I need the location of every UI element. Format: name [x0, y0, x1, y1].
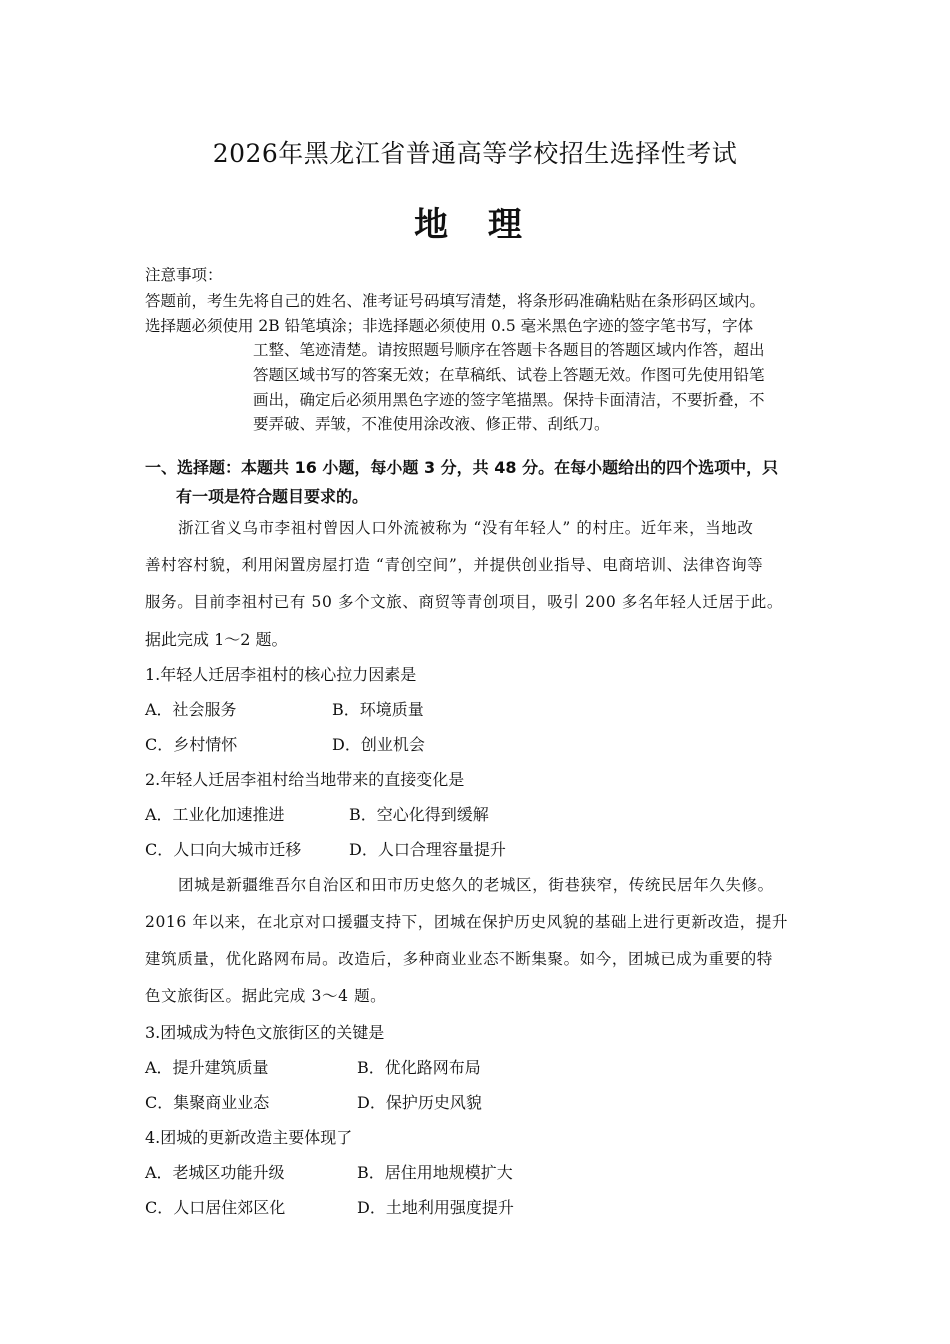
option-b: B．优化路网布局: [357, 1058, 481, 1077]
question-stem: 3.团城成为特色文旅街区的关键是: [145, 1023, 385, 1042]
section-heading-cont: 有一项是符合题目要求的。: [176, 487, 369, 506]
option-c: C．人口居住郊区化: [145, 1198, 286, 1217]
exam-title: 2026年黑龙江省普通高等学校招生选择性考试: [212, 139, 738, 168]
option-c: C．集聚商业业态: [145, 1093, 270, 1112]
notes-line: 答题区域书写的答案无效；在草稿纸、试卷上答题无效。作图可先使用铅笔: [253, 366, 765, 384]
subject-title: 地 理: [414, 205, 536, 245]
option-c: C．人口向大城市迁移: [145, 840, 302, 859]
option-a: A．提升建筑质量: [145, 1058, 269, 1077]
passage-line: 浙江省义乌市李祖村曾因人口外流被称为 “没有年轻人” 的村庄。近年来，当地改: [178, 519, 754, 537]
option-c: C．乡村情怀: [145, 735, 238, 754]
question-stem: 2.年轻人迁居李祖村给当地带来的直接变化是: [145, 770, 465, 789]
notes-heading: 注意事项：: [145, 266, 223, 284]
notes-line: 画出，确定后必须用黑色字迹的签字笔描黑。保持卡面清洁，不要折叠，不: [253, 391, 765, 409]
passage-line: 色文旅街区。据此完成 3～4 题。: [145, 987, 387, 1005]
passage-line: 2016 年以来，在北京对口援疆支持下，团城在保护历史风貌的基础上进行更新改造，提升: [145, 913, 789, 931]
notes-line: 答题前，考生先将自己的姓名、准考证号码填写清楚，将条形码准确粘贴在条形码区域内。: [145, 292, 766, 310]
option-d: D．人口合理容量提升: [349, 840, 506, 859]
option-b: B．居住用地规模扩大: [357, 1163, 513, 1182]
notes-line: 要弄破、弄皱，不准使用涂改液、修正带、刮纸刀。: [253, 415, 610, 433]
option-a: A．老城区功能升级: [145, 1163, 285, 1182]
passage-line: 服务。目前李祖村已有 50 多个文旅、商贸等青创项目，吸引 200 多名年轻人迁居于此。: [145, 593, 783, 611]
option-b: B．环境质量: [332, 700, 424, 719]
option-d: D．土地利用强度提升: [357, 1198, 514, 1217]
question-stem: 1.年轻人迁居李祖村的核心拉力因素是: [145, 665, 417, 684]
option-a: A．工业化加速推进: [145, 805, 285, 824]
section-heading: 一、选择题：本题共 16 小题，每小题 3 分，共 48 分。在每小题给出的四个选项中，只: [145, 458, 779, 477]
question-stem: 4.团城的更新改造主要体现了: [145, 1128, 353, 1147]
passage-instruction: 据此完成 1～2 题。: [145, 630, 288, 649]
option-d: D．保护历史风貌: [357, 1093, 482, 1112]
option-b: B．空心化得到缓解: [349, 805, 489, 824]
passage-line: 善村容村貌，利用闲置房屋打造 “青创空间”，并提供创业指导、电商培训、法律咨询等: [145, 556, 764, 574]
passage-line: 建筑质量，优化路网布局。改造后，多种商业业态不断集聚。如今，团城已成为重要的特: [145, 950, 773, 968]
notes-line: 选择题必须使用 2B 铅笔填涂；非选择题必须使用 0.5 毫米黑色字迹的签字笔书写，字体: [145, 317, 754, 335]
option-a: A．社会服务: [145, 700, 237, 719]
notes-line: 工整、笔迹清楚。请按照题号顺序在答题卡各题目的答题区域内作答，超出: [253, 341, 765, 359]
option-d: D．创业机会: [332, 735, 425, 754]
passage-line: 团城是新疆维吾尔自治区和田市历史悠久的老城区，街巷狭窄，传统民居年久失修。: [178, 876, 774, 894]
